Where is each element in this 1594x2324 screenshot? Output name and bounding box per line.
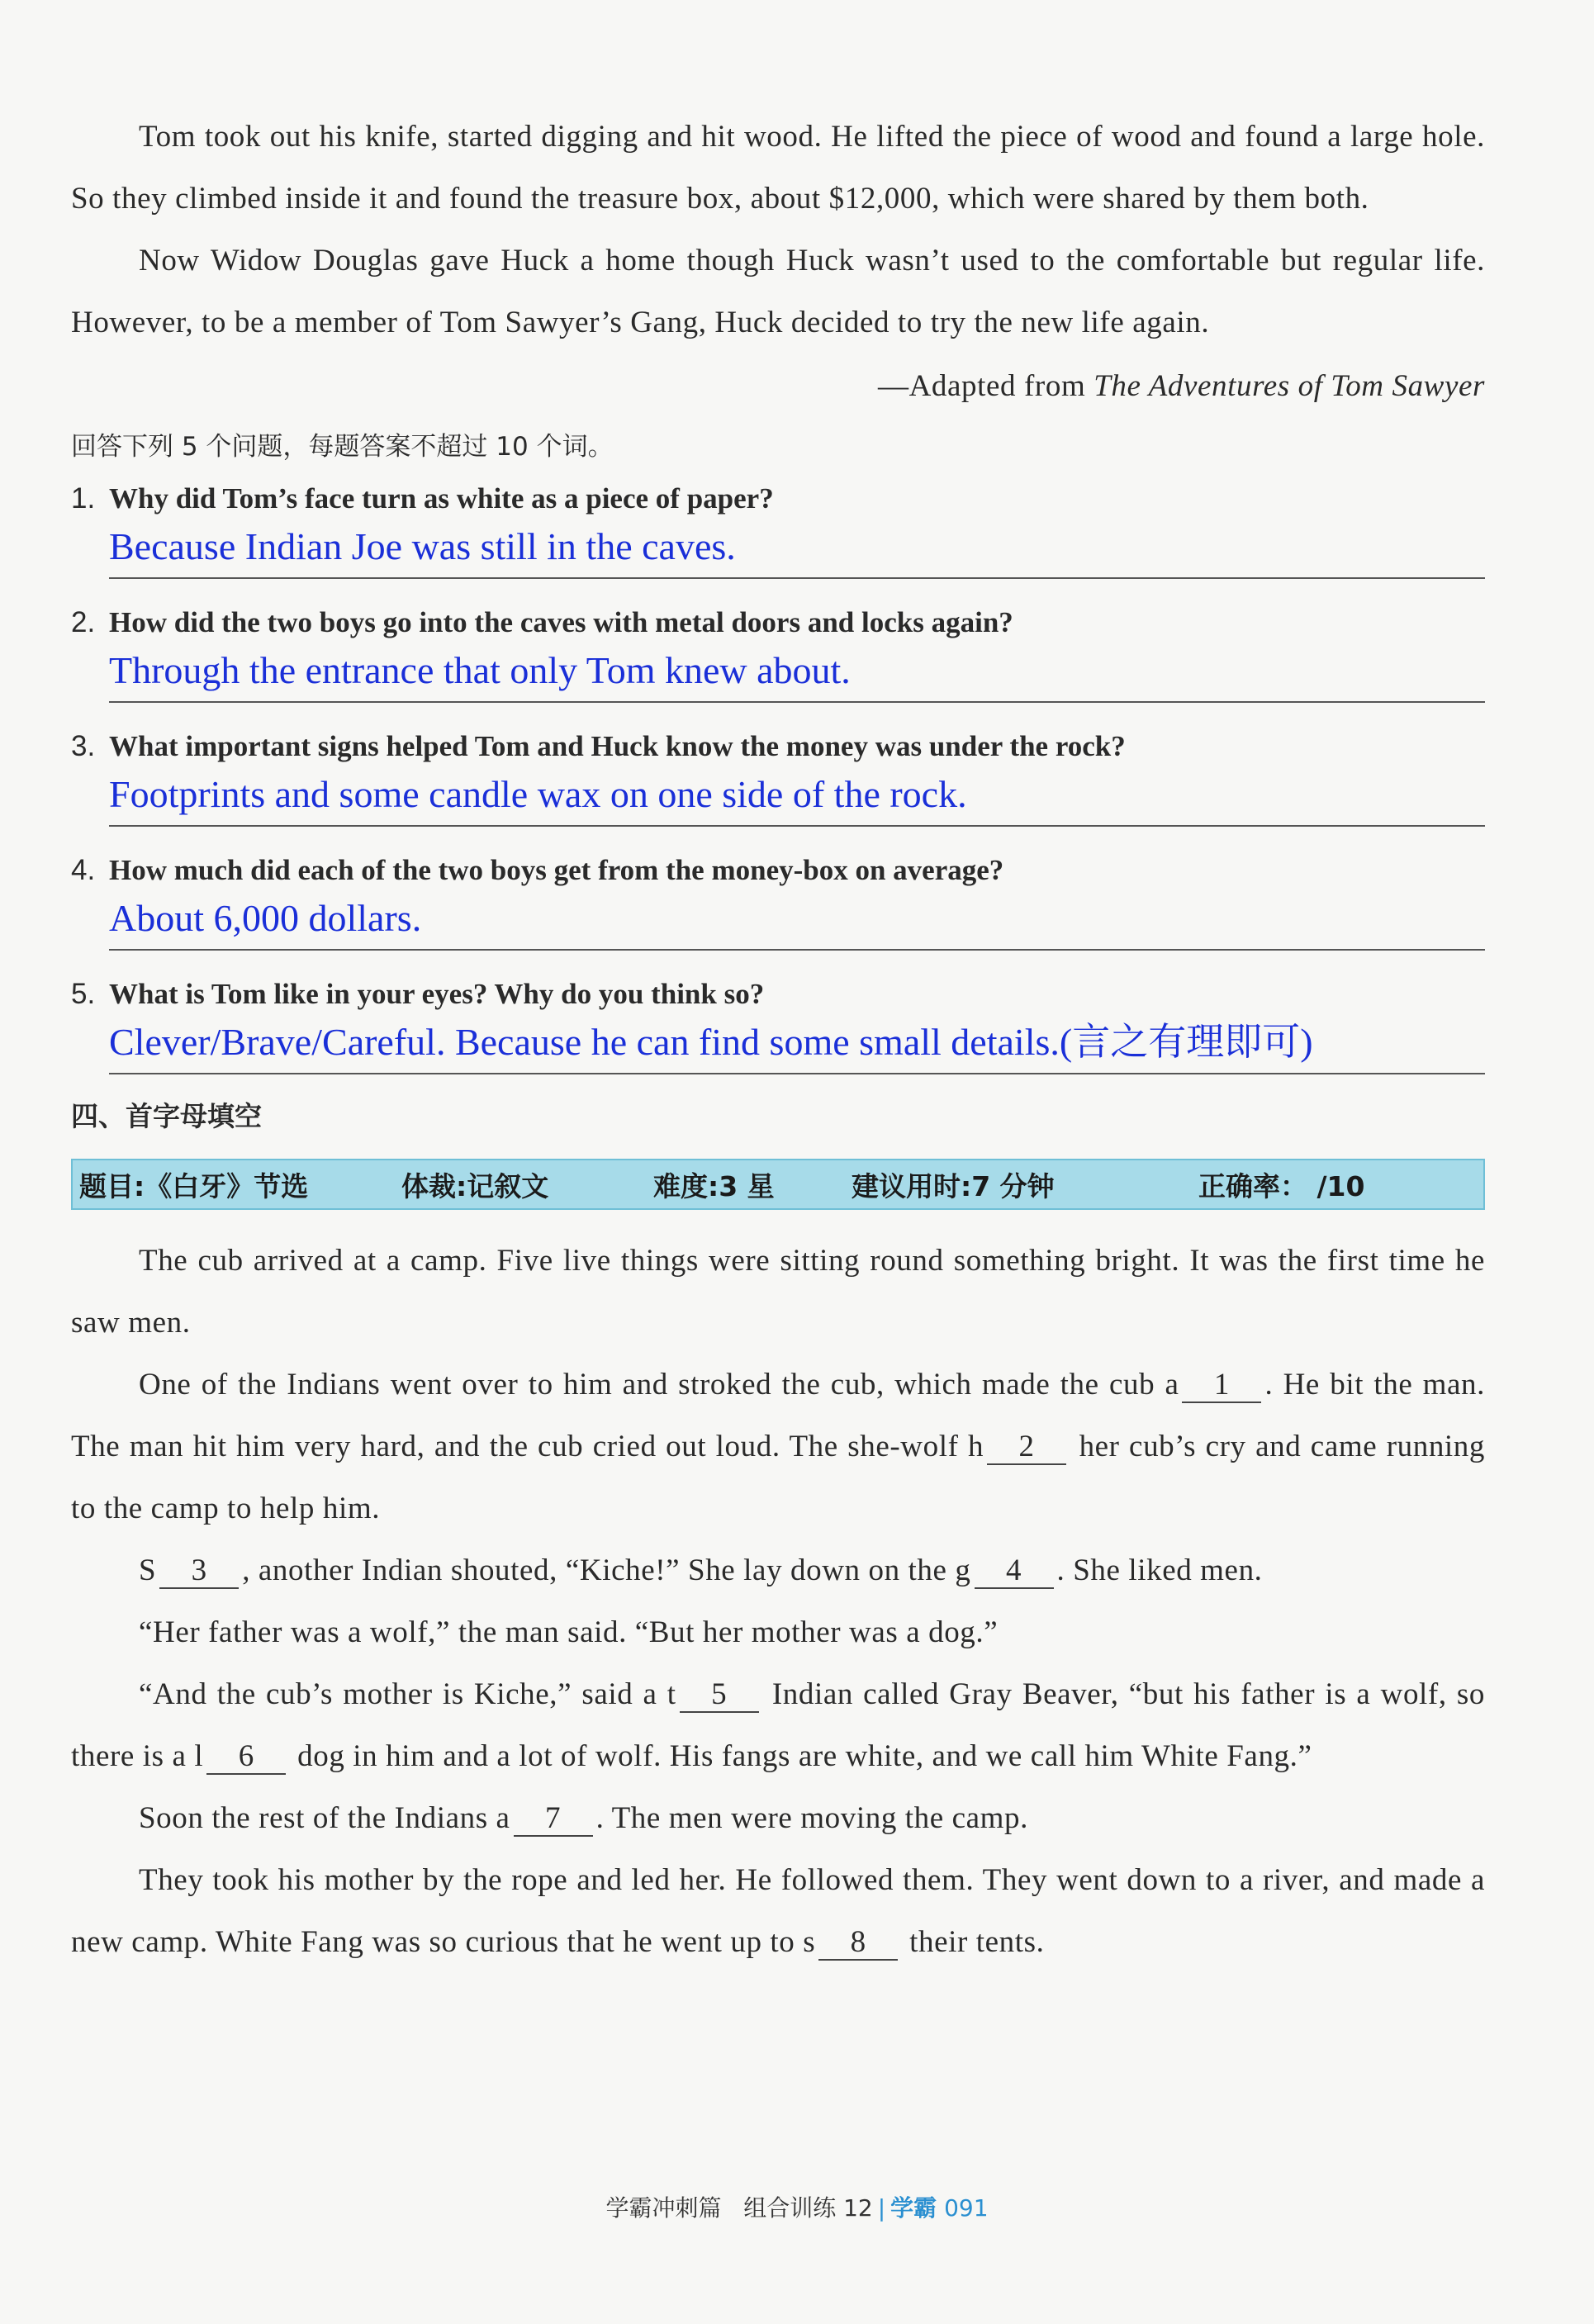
question-text: How much did each of the two boys get from the money-box on average? — [109, 854, 1004, 886]
info-genre: 体裁:记叙文 — [401, 1169, 549, 1202]
question-number: 2. — [71, 606, 96, 638]
source-prefix: —Adapted from — [878, 369, 1094, 403]
page-number: 091 — [944, 2194, 989, 2222]
question-5 — [71, 972, 1485, 1074]
exercise-info-bar — [71, 1159, 1485, 1210]
question-text: What important signs helped Tom and Huck know the money was under the rock? — [109, 730, 1126, 762]
blank-7[interactable]: 7 — [514, 1802, 593, 1837]
info-accuracy: 正确率： /10 — [1198, 1169, 1365, 1202]
blank-4[interactable]: 4 — [975, 1554, 1054, 1589]
answer-line[interactable]: Footprints and some candle wax on one side of the rock. — [109, 769, 1485, 827]
answer-line[interactable]: About 6,000 dollars. — [109, 893, 1485, 951]
question-text: How did the two boys go into the caves with metal doors and locks again? — [109, 606, 1013, 638]
question-4 — [71, 848, 1485, 951]
question-number: 3. — [71, 730, 96, 762]
passage2-paragraph-5: “And the cub’s mother is Kiche,” said a t 5 Indian called Gray Beaver, “but his father is a wolf, so there is a l 6 dog in him and a lot of wolf. His fangs are white, and we call him White Fang.” — [71, 1677, 1485, 1773]
questions-instruction: 回答下列 5 个问题，每题答案不超过 10 个词。 — [71, 432, 614, 462]
passage2-paragraph-2: One of the Indians went over to him and stroked the cub, which made the cub a 1 . He bit the man. The man hit him very hard, and the cub cried out loud. The she-wolf h 2 her cub’s cry and came running to the camp to help him. — [71, 1368, 1485, 1525]
passage2-paragraph-4: “Her father was a wolf,” the man said. “But her mother was a dog.” — [139, 1615, 999, 1649]
passage-source — [71, 355, 1485, 417]
passage2-paragraph-1: The cub arrived at a camp. Five live things were sitting round something bright. It was the first time he saw men. — [71, 1244, 1485, 1340]
passage1-paragraph-1: Tom took out his knife, started digging and hit wood. He lifted the piece of wood and found a large hole. So they climbed inside it and found the treasure box, about $12,000, which were shared by them both. — [71, 120, 1485, 216]
page-footer — [0, 2190, 1594, 2223]
question-text: Why did Tom’s face turn as white as a piece of paper? — [109, 482, 774, 515]
question-3 — [71, 724, 1485, 827]
blank-1[interactable]: 1 — [1182, 1368, 1261, 1403]
answer-line[interactable]: Through the entrance that only Tom knew about. — [109, 645, 1485, 703]
question-text: What is Tom like in your eyes? Why do you think so? — [109, 978, 765, 1010]
footer-separator: | — [877, 2194, 886, 2222]
answer-line[interactable]: Clever/Brave/Careful. Because he can find some small details.(言之有理即可) — [109, 1017, 1485, 1074]
section-heading: 四、首字母填空 — [71, 1100, 262, 1132]
source-title: The Adventures of Tom Sawyer — [1094, 369, 1485, 403]
blank-3[interactable]: 3 — [159, 1554, 239, 1589]
footer-brand: 学霸 — [890, 2194, 937, 2222]
passage2-paragraph-7: They took his mother by the rope and led her. He followed them. They went down to a river, and made a new camp. White Fang was so curious that he went up to s 8 their tents. — [71, 1863, 1485, 1959]
question-number: 5. — [71, 978, 96, 1010]
blank-2[interactable]: 2 — [987, 1430, 1066, 1465]
info-time: 建议用时:7 分钟 — [852, 1169, 1055, 1202]
question-1 — [71, 477, 1485, 579]
info-difficulty: 难度:3 星 — [653, 1169, 775, 1202]
footer-unit: 组合训练 12 — [743, 2194, 873, 2222]
blank-6[interactable]: 6 — [206, 1740, 286, 1775]
passage2-paragraph-3: S 3 , another Indian shouted, “Kiche!” She lay down on the g 4 . She liked men. — [139, 1553, 1263, 1587]
question-number: 4. — [71, 854, 96, 886]
question-2 — [71, 600, 1485, 703]
blank-8[interactable]: 8 — [818, 1926, 898, 1961]
question-number: 1. — [71, 482, 96, 515]
footer-series: 学霸冲刺篇 — [605, 2194, 722, 2222]
passage2-paragraph-6: Soon the rest of the Indians a 7 . The men were moving the camp. — [139, 1801, 1029, 1835]
answer-line[interactable]: Because Indian Joe was still in the caves. — [109, 521, 1485, 579]
info-topic: 题目:《白牙》节选 — [79, 1169, 309, 1202]
blank-5[interactable]: 5 — [680, 1678, 759, 1713]
passage1-paragraph-2: Now Widow Douglas gave Huck a home though Huck wasn’t used to the comfortable but regular life. However, to be a member of Tom Sawyer’s Gang, Huck decided to try the new life again. — [71, 244, 1485, 339]
